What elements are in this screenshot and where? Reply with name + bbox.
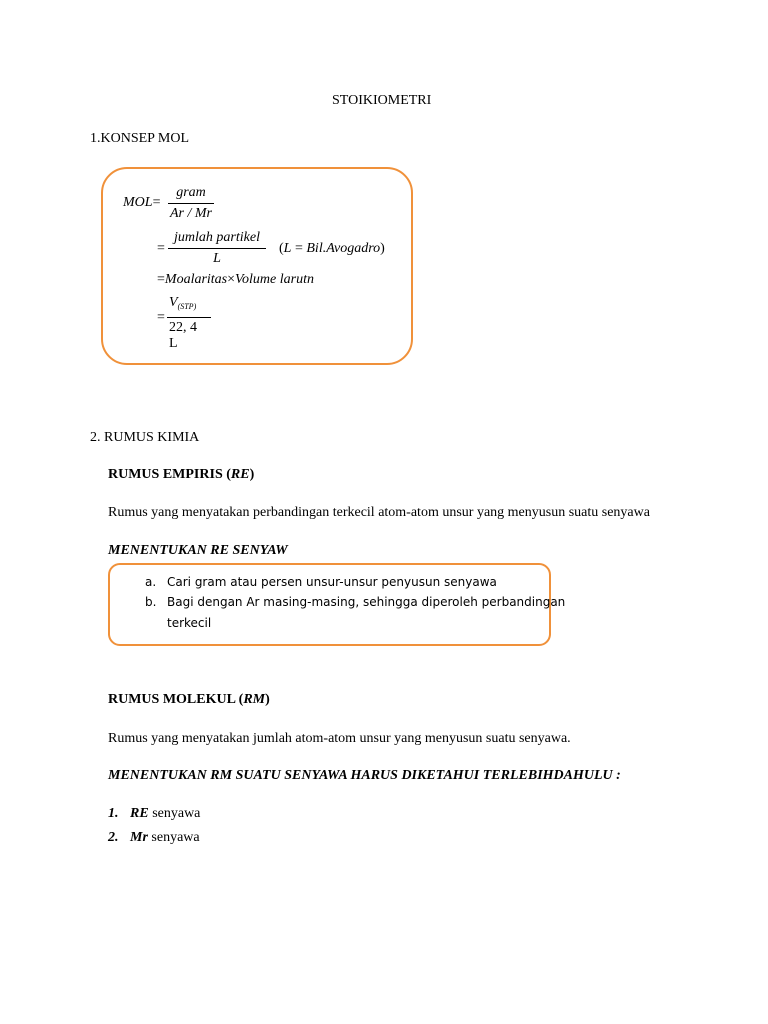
rumus-empiris-definition: Rumus yang menyatakan perbandingan terkecil atom-atom unsur yang menyusun suatu senyawa <box>108 505 650 520</box>
formula-avogadro-note <box>279 241 385 257</box>
fraction-numerator-stp <box>167 295 211 317</box>
fraction-denominator-22-4: 22, 4 L <box>167 317 211 352</box>
section-2-heading: 2. RUMUS KIMIA <box>90 430 200 445</box>
formula-eq-2: = <box>157 241 165 256</box>
rumus-empiris-heading <box>108 467 254 483</box>
rm-item-1-marker: 1. <box>108 806 119 821</box>
re-title-pre: RUMUS EMPIRIS ( <box>108 467 231 482</box>
term-molaritas: Moalaritas <box>164 272 228 287</box>
note-open-paren: ( <box>279 241 284 256</box>
re-step-b-marker: b. <box>145 595 157 609</box>
subscript-stp: (STP) <box>177 302 197 311</box>
rm-item-2-marker: 2. <box>108 830 119 845</box>
times-sign: × <box>227 272 236 287</box>
re-title-post: ) <box>249 467 255 482</box>
section-1-heading: 1.KONSEP MOL <box>90 131 190 146</box>
formula-fraction-gram <box>168 185 214 222</box>
formula-mol-lhs <box>123 195 160 211</box>
formula-eq-4: = <box>157 310 165 325</box>
note-close-paren: ) <box>380 241 385 256</box>
rumus-molekul-heading <box>108 692 270 708</box>
rm-title-pre: RUMUS MOLEKUL ( <box>108 692 244 707</box>
note-avogadro: Bil.Avogadro <box>306 241 381 256</box>
rm-item-2-rest: senyawa <box>147 830 200 845</box>
note-l: L <box>283 241 292 256</box>
re-step-a-text: Cari gram atau persen unsur-unsur penyusun senyawa <box>167 575 497 589</box>
document-title: STOIKIOMETRI <box>332 93 432 108</box>
re-step-b-text: Bagi dengan Ar masing-masing, sehingga diperoleh perbandingan <box>167 595 566 609</box>
formula-eq-1: = <box>152 195 161 210</box>
rm-title-post: ) <box>265 692 270 707</box>
fraction-denominator-ar-mr: Ar / Mr <box>168 203 214 222</box>
rm-title-abbr: RM <box>243 692 266 707</box>
rm-item-1-term: RE <box>130 806 149 821</box>
menentukan-rm-heading: MENENTUKAN RM SUATU SENYAWA HARUS DIKETAHUI TERLEBIHDAHULU : <box>108 768 621 783</box>
fraction-numerator-gram: gram <box>176 185 206 200</box>
formula-eq-3: = <box>157 272 165 287</box>
fraction-numerator-partikel: jumlah partikel <box>174 230 260 245</box>
rm-item-1 <box>108 806 200 822</box>
note-eq: = <box>291 241 307 256</box>
rm-item-2-term: Mr <box>130 830 148 845</box>
re-step-b-continuation: terkecil <box>167 616 212 630</box>
term-v: V <box>169 295 178 310</box>
formula-line-molaritas <box>157 272 314 288</box>
rm-item-2 <box>108 830 200 846</box>
menentukan-re-heading: MENENTUKAN RE SENYAW <box>108 543 288 558</box>
formula-fraction-partikel <box>168 230 266 267</box>
rm-item-1-rest: senyawa <box>148 806 201 821</box>
re-title-abbr: RE <box>230 467 250 482</box>
formula-fraction-stp <box>167 295 211 352</box>
rumus-molekul-definition: Rumus yang menyatakan jumlah atom-atom unsur yang menyusun suatu senyawa. <box>108 731 571 746</box>
formula-mol-label: MOL <box>123 195 153 210</box>
term-volume: Volume larutn <box>235 272 314 287</box>
fraction-denominator-l: L <box>168 248 266 267</box>
re-step-a-marker: a. <box>145 575 157 589</box>
